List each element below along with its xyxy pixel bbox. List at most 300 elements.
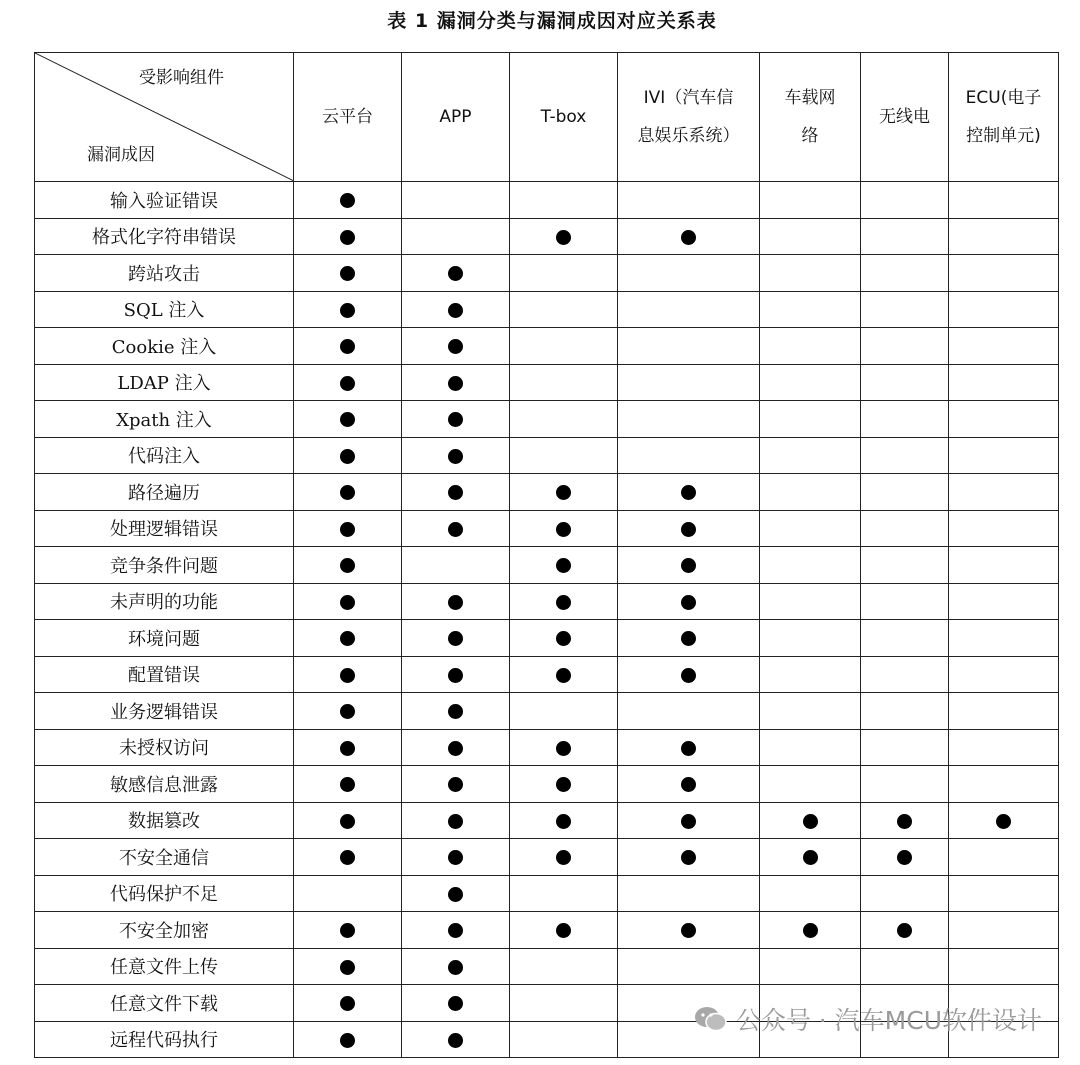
affected-component-label: 受影响组件 (139, 68, 224, 88)
filled-dot-icon (448, 266, 463, 281)
filled-dot-icon (448, 412, 463, 427)
mark-cell (294, 948, 402, 985)
column-header-text: ECU(电子 (965, 88, 1042, 108)
vulnerability-cause-cell: 敏感信息泄露 (35, 766, 294, 803)
mark-cell (618, 729, 760, 766)
filled-dot-icon (340, 230, 355, 245)
filled-dot-icon (340, 814, 355, 829)
mark-cell (760, 656, 861, 693)
table-row (35, 912, 1059, 949)
vulnerability-cause-cell: 配置错误 (35, 656, 294, 693)
filled-dot-icon (681, 923, 696, 938)
filled-dot-icon (340, 303, 355, 318)
mark-cell (618, 401, 760, 438)
mark-cell (618, 474, 760, 511)
vulnerability-cause-cell: 未声明的功能 (35, 583, 294, 620)
filled-dot-icon (803, 814, 818, 829)
mark-cell (861, 255, 949, 292)
vulnerability-cause-cell: 格式化字符串错误 (35, 218, 294, 255)
mark-cell (402, 583, 510, 620)
filled-dot-icon (556, 631, 571, 646)
mark-cell (402, 1021, 510, 1058)
mark-cell (760, 766, 861, 803)
table-row (35, 401, 1059, 438)
table-row (35, 218, 1059, 255)
mark-cell (402, 328, 510, 365)
mark-cell (949, 291, 1059, 328)
filled-dot-icon (448, 814, 463, 829)
mark-cell (294, 364, 402, 401)
mark-cell (760, 437, 861, 474)
mark-cell (510, 401, 618, 438)
filled-dot-icon (681, 595, 696, 610)
mark-cell (510, 510, 618, 547)
mark-cell (510, 218, 618, 255)
mark-cell (861, 182, 949, 219)
filled-dot-icon (448, 339, 463, 354)
column-header-4 (618, 53, 760, 182)
mark-cell (402, 766, 510, 803)
mark-cell (760, 328, 861, 365)
mark-cell (618, 766, 760, 803)
filled-dot-icon (681, 777, 696, 792)
filled-dot-icon (340, 595, 355, 610)
vulnerability-cause-cell: 远程代码执行 (35, 1021, 294, 1058)
table-row (35, 802, 1059, 839)
table-row (35, 620, 1059, 657)
mark-cell (510, 912, 618, 949)
filled-dot-icon (448, 960, 463, 975)
table-row (35, 839, 1059, 876)
mark-cell (861, 912, 949, 949)
vulnerability-cause-cell: LDAP 注入 (35, 364, 294, 401)
mark-cell (294, 985, 402, 1022)
filled-dot-icon (556, 668, 571, 683)
mark-cell (760, 875, 861, 912)
mark-cell (760, 948, 861, 985)
mark-cell (294, 510, 402, 547)
table-row (35, 328, 1059, 365)
mark-cell (510, 839, 618, 876)
filled-dot-icon (340, 741, 355, 756)
mark-cell (949, 620, 1059, 657)
column-header-1 (294, 53, 402, 182)
mark-cell (949, 912, 1059, 949)
table-row (35, 474, 1059, 511)
mark-cell (294, 620, 402, 657)
column-header-text: APP (439, 107, 472, 127)
table-row (35, 364, 1059, 401)
wechat-icon (694, 1005, 728, 1033)
filled-dot-icon (556, 741, 571, 756)
mark-cell (760, 802, 861, 839)
column-header-text: 控制单元) (966, 126, 1041, 146)
mark-cell (760, 693, 861, 730)
filled-dot-icon (897, 814, 912, 829)
filled-dot-icon (340, 193, 355, 208)
mark-cell (861, 364, 949, 401)
mark-cell (618, 255, 760, 292)
filled-dot-icon (340, 704, 355, 719)
mark-cell (294, 437, 402, 474)
filled-dot-icon (681, 558, 696, 573)
mark-cell (510, 656, 618, 693)
header-row (35, 53, 1059, 182)
table-row (35, 437, 1059, 474)
mark-cell (402, 620, 510, 657)
mark-cell (510, 364, 618, 401)
filled-dot-icon (448, 449, 463, 464)
mark-cell (618, 218, 760, 255)
filled-dot-icon (340, 1033, 355, 1048)
vulnerability-cause-cell: 数据篡改 (35, 802, 294, 839)
mark-cell (861, 583, 949, 620)
table-row (35, 693, 1059, 730)
filled-dot-icon (556, 777, 571, 792)
filled-dot-icon (681, 668, 696, 683)
vulnerability-cause-label: 漏洞成因 (87, 145, 155, 165)
vulnerability-cause-cell: 竞争条件问题 (35, 547, 294, 584)
mark-cell (949, 693, 1059, 730)
vulnerability-cause-cell: 代码保护不足 (35, 875, 294, 912)
column-header-6 (861, 53, 949, 182)
mark-cell (510, 875, 618, 912)
mark-cell (402, 255, 510, 292)
filled-dot-icon (681, 741, 696, 756)
mark-cell (949, 766, 1059, 803)
mark-cell (510, 255, 618, 292)
mark-cell (402, 985, 510, 1022)
mark-cell (861, 875, 949, 912)
mark-cell (861, 620, 949, 657)
filled-dot-icon (448, 1033, 463, 1048)
mark-cell (949, 729, 1059, 766)
filled-dot-icon (340, 996, 355, 1011)
mark-cell (294, 1021, 402, 1058)
filled-dot-icon (996, 814, 1011, 829)
mark-cell (294, 255, 402, 292)
mark-cell (294, 547, 402, 584)
mark-cell (949, 839, 1059, 876)
vulnerability-cause-cell: 环境问题 (35, 620, 294, 657)
table-row (35, 255, 1059, 292)
mark-cell (294, 182, 402, 219)
filled-dot-icon (340, 412, 355, 427)
filled-dot-icon (556, 923, 571, 938)
mark-cell (760, 583, 861, 620)
filled-dot-icon (448, 996, 463, 1011)
mark-cell (618, 693, 760, 730)
table-row (35, 766, 1059, 803)
mark-cell (949, 656, 1059, 693)
mark-cell (402, 802, 510, 839)
filled-dot-icon (340, 558, 355, 573)
mark-cell (402, 474, 510, 511)
filled-dot-icon (448, 777, 463, 792)
mark-cell (618, 328, 760, 365)
mark-cell (618, 364, 760, 401)
vulnerability-table (34, 52, 1059, 1058)
table-row (35, 583, 1059, 620)
filled-dot-icon (340, 339, 355, 354)
vulnerability-cause-cell: 跨站攻击 (35, 255, 294, 292)
mark-cell (294, 656, 402, 693)
mark-cell (294, 218, 402, 255)
mark-cell (949, 474, 1059, 511)
mark-cell (949, 547, 1059, 584)
filled-dot-icon (340, 777, 355, 792)
mark-cell (861, 510, 949, 547)
mark-cell (294, 912, 402, 949)
mark-cell (618, 875, 760, 912)
filled-dot-icon (448, 850, 463, 865)
mark-cell (760, 182, 861, 219)
filled-dot-icon (897, 850, 912, 865)
mark-cell (760, 255, 861, 292)
mark-cell (760, 218, 861, 255)
mark-cell (861, 474, 949, 511)
mark-cell (760, 839, 861, 876)
vulnerability-cause-cell: 任意文件下载 (35, 985, 294, 1022)
mark-cell (949, 948, 1059, 985)
mark-cell (510, 802, 618, 839)
table-row (35, 291, 1059, 328)
column-header-5 (760, 53, 861, 182)
vulnerability-cause-cell: 未授权访问 (35, 729, 294, 766)
vulnerability-cause-cell: 任意文件上传 (35, 948, 294, 985)
watermark-text: 公众号 · 汽车MCU软件设计 (735, 1006, 1042, 1035)
filled-dot-icon (340, 485, 355, 500)
mark-cell (861, 802, 949, 839)
filled-dot-icon (556, 230, 571, 245)
mark-cell (294, 474, 402, 511)
filled-dot-icon (448, 741, 463, 756)
mark-cell (402, 182, 510, 219)
mark-cell (510, 948, 618, 985)
column-header-text: 云平台 (322, 107, 373, 127)
mark-cell (861, 693, 949, 730)
mark-cell (760, 364, 861, 401)
vulnerability-cause-cell: 处理逻辑错误 (35, 510, 294, 547)
mark-cell (402, 401, 510, 438)
mark-cell (510, 583, 618, 620)
mark-cell (861, 218, 949, 255)
mark-cell (294, 875, 402, 912)
mark-cell (618, 510, 760, 547)
mark-cell (402, 875, 510, 912)
filled-dot-icon (448, 303, 463, 318)
column-header-3 (510, 53, 618, 182)
table-row (35, 729, 1059, 766)
mark-cell (402, 729, 510, 766)
mark-cell (294, 583, 402, 620)
mark-cell (294, 839, 402, 876)
mark-cell (510, 328, 618, 365)
filled-dot-icon (556, 595, 571, 610)
mark-cell (294, 328, 402, 365)
mark-cell (402, 364, 510, 401)
filled-dot-icon (448, 704, 463, 719)
mark-cell (402, 510, 510, 547)
mark-cell (510, 182, 618, 219)
mark-cell (510, 1021, 618, 1058)
column-header-2 (402, 53, 510, 182)
mark-cell (861, 656, 949, 693)
mark-cell (861, 291, 949, 328)
mark-cell (618, 802, 760, 839)
filled-dot-icon (803, 923, 818, 938)
mark-cell (618, 291, 760, 328)
filled-dot-icon (340, 923, 355, 938)
vulnerability-cause-cell: SQL 注入 (35, 291, 294, 328)
filled-dot-icon (556, 850, 571, 865)
mark-cell (949, 510, 1059, 547)
column-header-text: T-box (540, 107, 587, 127)
mark-cell (861, 547, 949, 584)
mark-cell (618, 182, 760, 219)
table-row (35, 547, 1059, 584)
mark-cell (949, 364, 1059, 401)
mark-cell (510, 547, 618, 584)
filled-dot-icon (448, 887, 463, 902)
mark-cell (949, 255, 1059, 292)
column-header-text: 息娱乐系统） (637, 126, 740, 146)
mark-cell (861, 766, 949, 803)
table-row (35, 182, 1059, 219)
filled-dot-icon (556, 522, 571, 537)
filled-dot-icon (448, 376, 463, 391)
filled-dot-icon (897, 923, 912, 938)
filled-dot-icon (340, 960, 355, 975)
mark-cell (294, 766, 402, 803)
table-title: 表 1 漏洞分类与漏洞成因对应关系表 (387, 10, 717, 32)
filled-dot-icon (340, 376, 355, 391)
mark-cell (861, 401, 949, 438)
filled-dot-icon (340, 266, 355, 281)
filled-dot-icon (340, 668, 355, 683)
vulnerability-cause-cell: 路径遍历 (35, 474, 294, 511)
mark-cell (618, 948, 760, 985)
table-row (35, 948, 1059, 985)
filled-dot-icon (340, 449, 355, 464)
filled-dot-icon (681, 631, 696, 646)
mark-cell (949, 437, 1059, 474)
column-header-text: 络 (801, 126, 819, 146)
mark-cell (618, 620, 760, 657)
filled-dot-icon (448, 595, 463, 610)
mark-cell (618, 437, 760, 474)
mark-cell (510, 291, 618, 328)
filled-dot-icon (448, 522, 463, 537)
mark-cell (510, 693, 618, 730)
column-header-text: 无线电 (879, 107, 930, 127)
mark-cell (861, 729, 949, 766)
mark-cell (949, 182, 1059, 219)
mark-cell (402, 656, 510, 693)
filled-dot-icon (681, 485, 696, 500)
mark-cell (760, 510, 861, 547)
mark-cell (861, 328, 949, 365)
column-header-text: 车载网 (784, 88, 836, 108)
mark-cell (760, 547, 861, 584)
filled-dot-icon (681, 230, 696, 245)
mark-cell (861, 437, 949, 474)
table-row (35, 656, 1059, 693)
vulnerability-cause-cell: Cookie 注入 (35, 328, 294, 365)
mark-cell (861, 839, 949, 876)
mark-cell (760, 912, 861, 949)
table-body (35, 182, 1059, 1058)
mark-cell (949, 328, 1059, 365)
mark-cell (618, 839, 760, 876)
mark-cell (402, 948, 510, 985)
filled-dot-icon (803, 850, 818, 865)
mark-cell (949, 218, 1059, 255)
column-header-text: IVI（汽车信 (643, 88, 734, 108)
mark-cell (760, 291, 861, 328)
vulnerability-cause-cell: 不安全加密 (35, 912, 294, 949)
mark-cell (402, 218, 510, 255)
filled-dot-icon (681, 522, 696, 537)
vulnerability-cause-cell: 输入验证错误 (35, 182, 294, 219)
mark-cell (402, 437, 510, 474)
filled-dot-icon (448, 631, 463, 646)
watermark (694, 1001, 1042, 1037)
vulnerability-cause-cell: Xpath 注入 (35, 401, 294, 438)
mark-cell (760, 474, 861, 511)
mark-cell (760, 620, 861, 657)
filled-dot-icon (340, 631, 355, 646)
mark-cell (294, 693, 402, 730)
column-header-7 (949, 53, 1059, 182)
filled-dot-icon (556, 558, 571, 573)
mark-cell (510, 620, 618, 657)
vulnerability-cause-cell: 代码注入 (35, 437, 294, 474)
mark-cell (949, 401, 1059, 438)
mark-cell (294, 802, 402, 839)
mark-cell (618, 547, 760, 584)
table-row (35, 510, 1059, 547)
mark-cell (294, 401, 402, 438)
vulnerability-cause-cell: 业务逻辑错误 (35, 693, 294, 730)
mark-cell (510, 474, 618, 511)
filled-dot-icon (340, 522, 355, 537)
mark-cell (861, 948, 949, 985)
mark-cell (510, 766, 618, 803)
filled-dot-icon (340, 850, 355, 865)
mark-cell (294, 291, 402, 328)
corner-header-cell (35, 53, 294, 182)
filled-dot-icon (681, 850, 696, 865)
mark-cell (618, 583, 760, 620)
mark-cell (760, 401, 861, 438)
mark-cell (760, 729, 861, 766)
mark-cell (510, 729, 618, 766)
vulnerability-cause-cell: 不安全通信 (35, 839, 294, 876)
mark-cell (618, 656, 760, 693)
mark-cell (949, 875, 1059, 912)
filled-dot-icon (556, 814, 571, 829)
mark-cell (510, 985, 618, 1022)
filled-dot-icon (448, 668, 463, 683)
mark-cell (402, 839, 510, 876)
mark-cell (618, 912, 760, 949)
filled-dot-icon (681, 814, 696, 829)
filled-dot-icon (556, 485, 571, 500)
mark-cell (294, 729, 402, 766)
mark-cell (510, 437, 618, 474)
mark-cell (402, 547, 510, 584)
